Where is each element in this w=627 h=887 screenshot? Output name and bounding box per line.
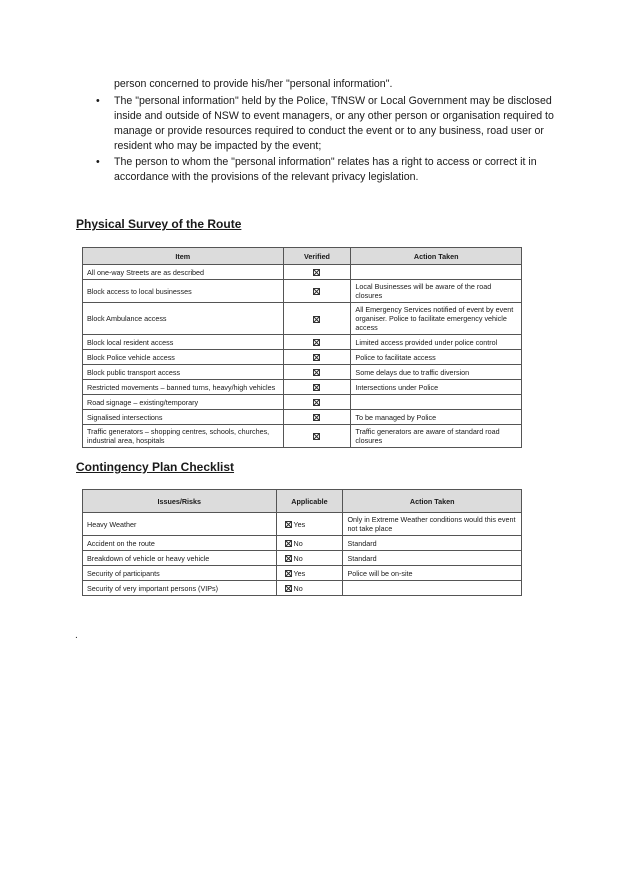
table-row [83, 380, 522, 395]
verified-cell [283, 380, 351, 395]
applicable-value: No [293, 538, 303, 548]
action-cell: Standard [343, 536, 522, 551]
verified-cell [283, 265, 351, 280]
contingency-table [82, 489, 522, 596]
checked-box-icon[interactable] [313, 369, 320, 376]
item-cell: Block Ambulance access [83, 303, 284, 335]
checked-box-icon[interactable] [285, 570, 292, 577]
issue-cell: Security of very important persons (VIPs) [83, 581, 277, 596]
applicable-value: Yes [293, 519, 306, 529]
table-row [83, 395, 522, 410]
action-cell: All Emergency Services notified of event by event organiser. Police to facilitate emergency vehicle access [351, 303, 522, 335]
section-heading-contingency: Contingency Plan Checklist [76, 460, 235, 474]
issue-cell: Security of participants [83, 566, 277, 581]
issue-cell: Breakdown of vehicle or heavy vehicle [83, 551, 277, 566]
table-row [83, 410, 522, 425]
checked-box-icon[interactable] [313, 414, 320, 421]
table-row [83, 335, 522, 350]
column-header-item: Item [83, 248, 284, 265]
checked-box-icon[interactable] [313, 384, 320, 391]
checked-box-icon[interactable] [313, 339, 320, 346]
trailing-mark: . [75, 630, 78, 641]
action-cell: Standard [343, 551, 522, 566]
column-header-verified: Verified [283, 248, 351, 265]
action-cell: To be managed by Police [351, 410, 522, 425]
checked-box-icon[interactable] [313, 269, 320, 276]
list-item-text: The "personal information" held by the Police, TfNSW or Local Government may be disclosed inside and outside of NSW to event managers, or any other person or organisation required to manage or provide resources required to conduct the event or to any business, road user or resident who may be impacted by the event; [114, 95, 554, 152]
checked-box-icon[interactable] [285, 540, 292, 547]
action-cell: Traffic generators are aware of standard road closures [351, 425, 522, 448]
action-cell: Some delays due to traffic diversion [351, 365, 522, 380]
privacy-text [96, 77, 556, 186]
action-cell [343, 581, 522, 596]
table-row [83, 513, 522, 536]
action-cell: Only in Extreme Weather conditions would this event not take place [343, 513, 522, 536]
verified-cell [283, 350, 351, 365]
checked-box-icon[interactable] [313, 399, 320, 406]
table-row [83, 365, 522, 380]
column-header-action: Action Taken [351, 248, 522, 265]
table-row [83, 581, 522, 596]
table-row [83, 566, 522, 581]
item-cell: Restricted movements – banned turns, heavy/high vehicles [83, 380, 284, 395]
applicable-cell [276, 513, 343, 536]
action-cell: Police to facilitate access [351, 350, 522, 365]
action-cell [351, 395, 522, 410]
table-row [83, 536, 522, 551]
table-header-row [83, 490, 522, 513]
table-row [83, 303, 522, 335]
checked-box-icon[interactable] [313, 316, 320, 323]
verified-cell [283, 395, 351, 410]
checked-box-icon[interactable] [285, 585, 292, 592]
action-cell: Intersections under Police [351, 380, 522, 395]
table-row [83, 350, 522, 365]
item-cell: Block public transport access [83, 365, 284, 380]
column-header-issues: Issues/Risks [83, 490, 277, 513]
verified-cell [283, 303, 351, 335]
bullet-icon: • [96, 156, 100, 168]
applicable-cell [276, 536, 343, 551]
issue-cell: Heavy Weather [83, 513, 277, 536]
action-cell: Police will be on-site [343, 566, 522, 581]
checked-box-icon[interactable] [285, 555, 292, 562]
applicable-value: No [293, 583, 303, 593]
item-cell: Signalised intersections [83, 410, 284, 425]
privacy-bullet-list [96, 94, 556, 185]
item-cell: Road signage – existing/temporary [83, 395, 284, 410]
verified-cell [283, 335, 351, 350]
column-header-action: Action Taken [343, 490, 522, 513]
column-header-applicable: Applicable [276, 490, 343, 513]
table-row [83, 425, 522, 448]
bullet-icon: • [96, 95, 100, 107]
verified-cell [283, 365, 351, 380]
applicable-value: No [293, 553, 303, 563]
checked-box-icon[interactable] [313, 433, 320, 440]
action-cell [351, 265, 522, 280]
item-cell: Block access to local businesses [83, 280, 284, 303]
action-cell: Local Businesses will be aware of the road closures [351, 280, 522, 303]
checked-box-icon[interactable] [313, 354, 320, 361]
list-item [96, 94, 556, 154]
section-heading-survey: Physical Survey of the Route [76, 217, 242, 231]
continuation-line: person concerned to provide his/her "personal information". [114, 78, 393, 90]
issue-cell: Accident on the route [83, 536, 277, 551]
table-header-row [83, 248, 522, 265]
checked-box-icon[interactable] [285, 521, 292, 528]
checked-box-icon[interactable] [313, 288, 320, 295]
item-cell: Traffic generators – shopping centres, schools, churches, industrial area, hospitals [83, 425, 284, 448]
table-row [83, 265, 522, 280]
item-cell: Block local resident access [83, 335, 284, 350]
table-row [83, 280, 522, 303]
applicable-value: Yes [293, 568, 306, 578]
list-item [96, 155, 556, 185]
survey-table [82, 247, 522, 448]
item-cell: All one-way Streets are as described [83, 265, 284, 280]
verified-cell [283, 280, 351, 303]
list-item-text: The person to whom the "personal information" relates has a right to access or correct it in accordance with the provisions of the relevant privacy legislation. [114, 156, 537, 183]
applicable-cell [276, 581, 343, 596]
table-row [83, 551, 522, 566]
verified-cell [283, 425, 351, 448]
action-cell: Limited access provided under police control [351, 335, 522, 350]
verified-cell [283, 410, 351, 425]
applicable-cell [276, 566, 343, 581]
item-cell: Block Police vehicle access [83, 350, 284, 365]
applicable-cell [276, 551, 343, 566]
